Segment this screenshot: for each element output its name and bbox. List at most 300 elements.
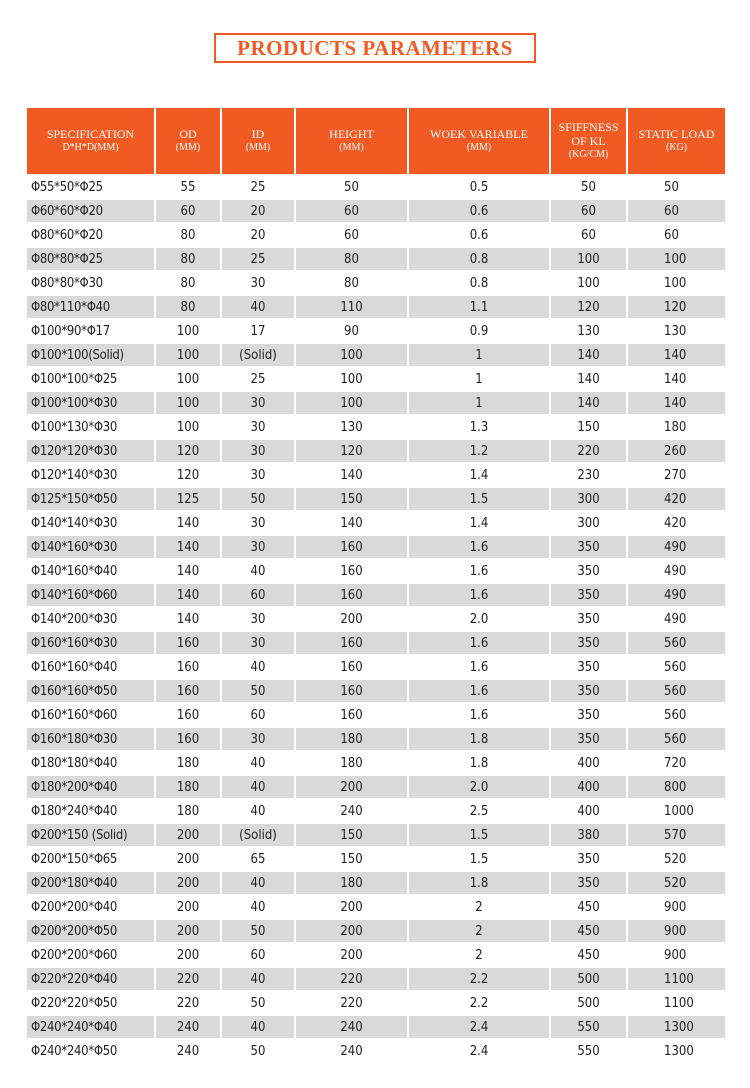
header-stiffness: SFIFFNESS OF KL (KG/CM) [551,108,628,174]
table-row [27,222,725,246]
table-row [27,174,725,198]
cell-od: 80 [156,270,222,294]
table-row [27,822,725,846]
table-row [27,558,725,582]
cell-static-load: 140 [628,366,725,390]
cell-od: 200 [156,846,222,870]
cell-id: 60 [222,582,296,606]
cell-id: 30 [222,270,296,294]
cell-specification: Φ120*120*Φ30 [27,438,156,462]
table-row [27,966,725,990]
table-row [27,942,725,966]
table-row [27,846,725,870]
cell-stiffness: 550 [551,1014,628,1038]
cell-od: 240 [156,1038,222,1062]
cell-od: 160 [156,630,222,654]
cell-od: 80 [156,294,222,318]
cell-id: 20 [222,198,296,222]
cell-stiffness: 350 [551,534,628,558]
cell-id: 25 [222,366,296,390]
cell-height: 140 [296,462,409,486]
cell-id: 50 [222,918,296,942]
cell-id: 50 [222,1038,296,1062]
cell-specification: Φ140*200*Φ30 [27,606,156,630]
cell-id: 30 [222,462,296,486]
cell-stiffness: 350 [551,558,628,582]
cell-static-load: 720 [628,750,725,774]
cell-id: 30 [222,726,296,750]
cell-specification: Φ200*150 (Solid) [27,822,156,846]
cell-specification: Φ80*60*Φ20 [27,222,156,246]
cell-od: 200 [156,870,222,894]
table-row [27,318,725,342]
cell-height: 160 [296,534,409,558]
cell-id: 30 [222,510,296,534]
header-specification: SPECIFICATION D*H*D(MM) [27,108,156,174]
cell-static-load: 520 [628,846,725,870]
cell-static-load: 1100 [628,990,725,1014]
cell-static-load: 490 [628,534,725,558]
cell-specification: Φ80*110*Φ40 [27,294,156,318]
cell-stiffness: 60 [551,198,628,222]
cell-height: 100 [296,366,409,390]
cell-od: 125 [156,486,222,510]
cell-specification: Φ200*200*Φ40 [27,894,156,918]
cell-height: 120 [296,438,409,462]
cell-work-variable: 1.4 [409,462,551,486]
cell-stiffness: 350 [551,702,628,726]
cell-height: 240 [296,1014,409,1038]
cell-height: 140 [296,510,409,534]
cell-specification: Φ55*50*Φ25 [27,174,156,198]
table-row [27,678,725,702]
cell-od: 160 [156,654,222,678]
cell-height: 160 [296,558,409,582]
header-work-variable: WOEK VARIABLE (MM) [409,108,551,174]
table-row [27,366,725,390]
cell-stiffness: 350 [551,630,628,654]
table-row [27,990,725,1014]
cell-stiffness: 450 [551,918,628,942]
cell-od: 100 [156,414,222,438]
cell-stiffness: 450 [551,894,628,918]
cell-static-load: 120 [628,294,725,318]
cell-static-load: 900 [628,942,725,966]
cell-id: 40 [222,558,296,582]
cell-specification: Φ240*240*Φ40 [27,1014,156,1038]
table-row [27,198,725,222]
cell-static-load: 140 [628,342,725,366]
cell-work-variable: 0.8 [409,246,551,270]
cell-height: 160 [296,654,409,678]
cell-specification: Φ125*150*Φ50 [27,486,156,510]
cell-height: 240 [296,1038,409,1062]
cell-stiffness: 120 [551,294,628,318]
cell-stiffness: 140 [551,366,628,390]
cell-specification: Φ200*180*Φ40 [27,870,156,894]
cell-specification: Φ140*140*Φ30 [27,510,156,534]
cell-stiffness: 350 [551,654,628,678]
table-row [27,654,725,678]
cell-work-variable: 0.5 [409,174,551,198]
table-row [27,870,725,894]
cell-stiffness: 380 [551,822,628,846]
cell-id: 30 [222,630,296,654]
cell-od: 100 [156,366,222,390]
cell-od: 200 [156,822,222,846]
cell-static-load: 490 [628,582,725,606]
cell-od: 180 [156,750,222,774]
cell-od: 160 [156,726,222,750]
cell-static-load: 560 [628,654,725,678]
table-row [27,294,725,318]
cell-id: 40 [222,894,296,918]
cell-specification: Φ120*140*Φ30 [27,462,156,486]
cell-work-variable: 2.5 [409,798,551,822]
cell-od: 140 [156,582,222,606]
cell-od: 120 [156,438,222,462]
cell-static-load: 60 [628,222,725,246]
cell-work-variable: 2 [409,942,551,966]
cell-od: 140 [156,534,222,558]
cell-static-load: 1300 [628,1038,725,1062]
cell-stiffness: 350 [551,582,628,606]
cell-height: 220 [296,966,409,990]
cell-stiffness: 500 [551,966,628,990]
cell-static-load: 800 [628,774,725,798]
cell-height: 240 [296,798,409,822]
cell-specification: Φ100*90*Φ17 [27,318,156,342]
table-row [27,534,725,558]
cell-id: 17 [222,318,296,342]
header-od: OD (MM) [156,108,222,174]
table-row [27,918,725,942]
table-row [27,246,725,270]
cell-height: 200 [296,918,409,942]
table-row [27,582,725,606]
cell-od: 60 [156,198,222,222]
cell-static-load: 490 [628,558,725,582]
cell-stiffness: 550 [551,1038,628,1062]
cell-specification: Φ160*160*Φ30 [27,630,156,654]
cell-static-load: 570 [628,822,725,846]
products-parameters-table [27,108,725,1062]
page-title: PRODUCTS PARAMETERS [237,35,513,60]
cell-stiffness: 140 [551,390,628,414]
cell-od: 200 [156,894,222,918]
cell-specification: Φ80*80*Φ30 [27,270,156,294]
cell-id: 50 [222,486,296,510]
cell-work-variable: 1.5 [409,822,551,846]
table-row [27,414,725,438]
cell-static-load: 50 [628,174,725,198]
cell-work-variable: 1.8 [409,750,551,774]
cell-work-variable: 1.6 [409,582,551,606]
cell-stiffness: 150 [551,414,628,438]
cell-id: 40 [222,798,296,822]
table-row [27,510,725,534]
table-row [27,342,725,366]
table-row [27,606,725,630]
cell-id: 30 [222,414,296,438]
cell-work-variable: 2.4 [409,1038,551,1062]
cell-specification: Φ200*200*Φ50 [27,918,156,942]
cell-height: 80 [296,246,409,270]
cell-static-load: 490 [628,606,725,630]
cell-stiffness: 300 [551,486,628,510]
cell-id: 50 [222,990,296,1014]
cell-work-variable: 1.6 [409,630,551,654]
cell-work-variable: 1.6 [409,678,551,702]
cell-work-variable: 1 [409,342,551,366]
cell-height: 150 [296,822,409,846]
table-row [27,1014,725,1038]
table-row [27,270,725,294]
cell-id: 30 [222,534,296,558]
cell-stiffness: 100 [551,270,628,294]
table-row [27,774,725,798]
cell-stiffness: 350 [551,846,628,870]
cell-height: 80 [296,270,409,294]
cell-specification: Φ100*130*Φ30 [27,414,156,438]
cell-work-variable: 1.6 [409,702,551,726]
cell-specification: Φ100*100*Φ25 [27,366,156,390]
cell-od: 100 [156,318,222,342]
cell-stiffness: 350 [551,726,628,750]
cell-height: 220 [296,990,409,1014]
cell-od: 200 [156,918,222,942]
cell-specification: Φ160*160*Φ60 [27,702,156,726]
cell-stiffness: 60 [551,222,628,246]
cell-od: 240 [156,1014,222,1038]
cell-specification: Φ160*180*Φ30 [27,726,156,750]
cell-od: 200 [156,942,222,966]
cell-static-load: 140 [628,390,725,414]
cell-height: 160 [296,630,409,654]
cell-work-variable: 1.3 [409,414,551,438]
cell-id: (Solid) [222,822,296,846]
cell-work-variable: 1.8 [409,870,551,894]
cell-od: 120 [156,462,222,486]
cell-static-load: 420 [628,510,725,534]
cell-stiffness: 130 [551,318,628,342]
cell-work-variable: 1.5 [409,486,551,510]
cell-static-load: 180 [628,414,725,438]
cell-stiffness: 230 [551,462,628,486]
cell-height: 180 [296,750,409,774]
cell-specification: Φ200*200*Φ60 [27,942,156,966]
cell-static-load: 560 [628,726,725,750]
cell-height: 130 [296,414,409,438]
cell-id: 40 [222,654,296,678]
cell-height: 100 [296,390,409,414]
cell-static-load: 900 [628,918,725,942]
cell-height: 160 [296,702,409,726]
cell-id: (Solid) [222,342,296,366]
cell-od: 100 [156,342,222,366]
cell-work-variable: 2 [409,918,551,942]
table-row [27,1038,725,1062]
cell-specification: Φ100*100(Solid) [27,342,156,366]
cell-stiffness: 500 [551,990,628,1014]
cell-work-variable: 2.2 [409,966,551,990]
cell-specification: Φ220*220*Φ50 [27,990,156,1014]
cell-work-variable: 0.8 [409,270,551,294]
table-row [27,750,725,774]
cell-work-variable: 1.1 [409,294,551,318]
cell-height: 160 [296,678,409,702]
cell-stiffness: 100 [551,246,628,270]
cell-stiffness: 300 [551,510,628,534]
cell-static-load: 560 [628,678,725,702]
cell-static-load: 560 [628,630,725,654]
cell-height: 200 [296,942,409,966]
page-title-banner [199,33,553,70]
page-title-box [214,33,536,63]
cell-static-load: 1000 [628,798,725,822]
cell-work-variable: 1 [409,390,551,414]
cell-height: 100 [296,342,409,366]
cell-od: 80 [156,222,222,246]
cell-specification: Φ160*160*Φ50 [27,678,156,702]
cell-id: 60 [222,942,296,966]
cell-height: 60 [296,198,409,222]
cell-static-load: 100 [628,270,725,294]
table-row [27,486,725,510]
cell-specification: Φ80*80*Φ25 [27,246,156,270]
cell-height: 160 [296,582,409,606]
table-row [27,390,725,414]
cell-specification: Φ140*160*Φ30 [27,534,156,558]
table-row [27,702,725,726]
header-height: HEIGHT (MM) [296,108,409,174]
cell-od: 140 [156,606,222,630]
cell-height: 200 [296,894,409,918]
cell-od: 160 [156,678,222,702]
cell-specification: Φ160*160*Φ40 [27,654,156,678]
cell-work-variable: 0.6 [409,198,551,222]
cell-work-variable: 0.6 [409,222,551,246]
cell-height: 50 [296,174,409,198]
cell-stiffness: 140 [551,342,628,366]
cell-od: 140 [156,558,222,582]
cell-work-variable: 1.2 [409,438,551,462]
table-row [27,894,725,918]
cell-height: 110 [296,294,409,318]
table-row [27,438,725,462]
table-row [27,630,725,654]
cell-work-variable: 1.6 [409,534,551,558]
cell-specification: Φ200*150*Φ65 [27,846,156,870]
cell-work-variable: 1.6 [409,558,551,582]
cell-od: 100 [156,390,222,414]
cell-id: 20 [222,222,296,246]
cell-static-load: 420 [628,486,725,510]
cell-id: 40 [222,774,296,798]
cell-static-load: 130 [628,318,725,342]
cell-stiffness: 350 [551,606,628,630]
cell-id: 25 [222,246,296,270]
cell-specification: Φ140*160*Φ60 [27,582,156,606]
cell-stiffness: 220 [551,438,628,462]
cell-height: 200 [296,606,409,630]
cell-specification: Φ100*100*Φ30 [27,390,156,414]
cell-specification: Φ180*240*Φ40 [27,798,156,822]
header-static-load: STATIC LOAD (KG) [628,108,725,174]
cell-static-load: 100 [628,246,725,270]
table-row [27,798,725,822]
cell-work-variable: 1.4 [409,510,551,534]
cell-id: 40 [222,1014,296,1038]
table-body [27,174,725,1062]
cell-od: 80 [156,246,222,270]
cell-id: 65 [222,846,296,870]
cell-specification: Φ240*240*Φ50 [27,1038,156,1062]
cell-height: 90 [296,318,409,342]
cell-height: 180 [296,870,409,894]
cell-id: 60 [222,702,296,726]
cell-static-load: 560 [628,702,725,726]
cell-od: 160 [156,702,222,726]
cell-work-variable: 1.6 [409,654,551,678]
cell-work-variable: 1 [409,366,551,390]
cell-work-variable: 1.8 [409,726,551,750]
header-id: ID (MM) [222,108,296,174]
cell-work-variable: 2.2 [409,990,551,1014]
cell-od: 55 [156,174,222,198]
cell-work-variable: 2 [409,894,551,918]
cell-stiffness: 450 [551,942,628,966]
cell-height: 200 [296,774,409,798]
cell-id: 30 [222,606,296,630]
cell-static-load: 1300 [628,1014,725,1038]
cell-height: 180 [296,726,409,750]
cell-id: 25 [222,174,296,198]
cell-od: 180 [156,798,222,822]
cell-work-variable: 2.0 [409,774,551,798]
cell-specification: Φ140*160*Φ40 [27,558,156,582]
cell-stiffness: 400 [551,798,628,822]
cell-static-load: 60 [628,198,725,222]
cell-specification: Φ180*180*Φ40 [27,750,156,774]
cell-work-variable: 2.0 [409,606,551,630]
cell-specification: Φ220*220*Φ40 [27,966,156,990]
cell-od: 180 [156,774,222,798]
cell-id: 40 [222,750,296,774]
cell-static-load: 900 [628,894,725,918]
cell-static-load: 520 [628,870,725,894]
cell-id: 40 [222,294,296,318]
table-header-row [27,108,725,174]
cell-od: 140 [156,510,222,534]
cell-specification: Φ60*60*Φ20 [27,198,156,222]
cell-stiffness: 400 [551,774,628,798]
cell-work-variable: 0.9 [409,318,551,342]
cell-work-variable: 2.4 [409,1014,551,1038]
cell-specification: Φ180*200*Φ40 [27,774,156,798]
cell-height: 150 [296,486,409,510]
cell-height: 60 [296,222,409,246]
table-row [27,462,725,486]
cell-id: 40 [222,966,296,990]
cell-id: 30 [222,438,296,462]
table-row [27,726,725,750]
cell-static-load: 260 [628,438,725,462]
cell-id: 50 [222,678,296,702]
cell-od: 220 [156,990,222,1014]
cell-id: 30 [222,390,296,414]
cell-work-variable: 1.5 [409,846,551,870]
